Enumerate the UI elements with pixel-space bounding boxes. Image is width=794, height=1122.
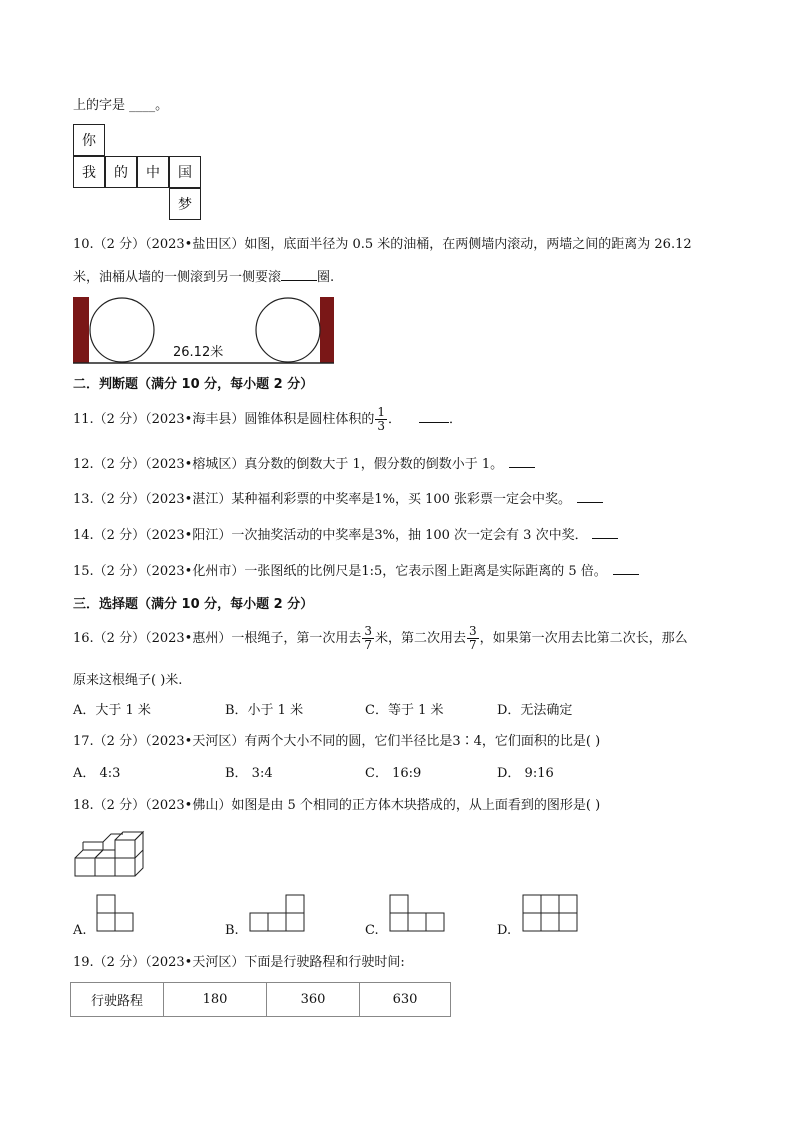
q10-line2 — [73, 268, 334, 287]
q10-line1: 10.（2 分）（2023•盐田区）如图，底面半径为 0.5 米的油桶，在两侧墙内滚动，两墙之间的距离为 26.12 — [73, 237, 692, 252]
q11-period: ． — [449, 412, 463, 427]
right-wall — [320, 297, 334, 363]
cube-stack-figure — [74, 828, 146, 878]
q14-text: 14.（2 分）（2023•阳江）一次抽奖活动的中奖率是3%，抽 100 次一定会有 3 次中奖． — [73, 528, 588, 543]
net-cell: 中 — [137, 156, 169, 188]
right-drum — [256, 298, 320, 362]
q11-text: 11.（2 分）（2023•海丰县）圆锥体积是圆柱体积的 — [73, 412, 375, 427]
left-drum — [90, 298, 154, 362]
q10-line2-post: 圈. — [317, 270, 335, 285]
numerator: 3 — [364, 624, 372, 638]
q12-text: 12.（2 分）（2023•榕城区）真分数的倒数大于 1，假分数的倒数小于 1。 — [73, 457, 504, 472]
q16-text-3: ，如果第一次用去比第二次长，那么 — [479, 631, 688, 646]
numerator: 1 — [377, 405, 385, 419]
numerator: 3 — [469, 624, 477, 638]
q18-option-b[interactable]: B. — [225, 923, 239, 938]
fraction — [467, 625, 479, 652]
q13-text: 13.（2 分）（2023•湛江）某种福利彩票的中奖率是1%，买 100 张彩票一定会中奖。 — [73, 492, 572, 507]
section-3-title: 三．选择题（满分 10 分，每小题 2 分） — [73, 597, 314, 612]
denominator: 7 — [469, 638, 477, 652]
q18-option-d[interactable]: D. — [497, 923, 512, 938]
net-cell: 我 — [73, 156, 105, 188]
q16-text: 16.（2 分）（2023•惠州）一根绳子，第一次用去 — [73, 631, 362, 646]
answer-blank — [281, 268, 317, 281]
denominator: 7 — [364, 638, 372, 652]
answer-blank — [577, 490, 603, 503]
option-c-figure[interactable] — [389, 894, 447, 932]
option-b-figure[interactable] — [249, 894, 307, 932]
q17-option-d[interactable]: D． 9:16 — [497, 766, 554, 781]
q18-option-a[interactable]: A. — [73, 923, 87, 938]
q15-text: 15.（2 分）（2023•化州市）一张图纸的比例尺是1:5，它表示图上距离是实际距离的 5 倍。 — [73, 564, 607, 579]
q10-line2-pre: 米，油桶从墙的一侧滚到另一侧要滚 — [73, 270, 282, 285]
q16-line1 — [73, 624, 688, 654]
q9-tail: 上的字是 ____。 — [73, 98, 169, 113]
q16-option-a[interactable]: A．大于 1 米 — [73, 703, 151, 718]
table-cell: 180 — [164, 983, 267, 1017]
q11-end: ． — [387, 412, 401, 427]
fraction — [362, 625, 374, 652]
denominator: 3 — [377, 419, 385, 433]
section-2-title: 二．判断题（满分 10 分，每小题 2 分） — [73, 377, 314, 392]
q17-text: 17.（2 分）（2023•天河区）有两个大小不同的圆，它们半径比是3∶4，它们面积的比是( ) — [73, 734, 601, 749]
q13 — [73, 490, 603, 509]
answer-blank — [592, 526, 618, 539]
net-cell: 国 — [169, 156, 201, 188]
figure-distance-label: 26.12米 — [173, 345, 224, 360]
table-row — [71, 983, 451, 1017]
q16-option-b[interactable]: B．小于 1 米 — [225, 703, 304, 718]
answer-blank — [613, 562, 639, 575]
q15 — [73, 562, 639, 581]
answer-blank — [419, 410, 449, 423]
q16-line2: 原来这根绳子( )米. — [73, 673, 183, 688]
q16-option-d[interactable]: D．无法确定 — [497, 703, 573, 718]
table-header-cell: 行驶路程 — [71, 983, 164, 1017]
fraction — [375, 406, 387, 433]
option-a-figure[interactable] — [96, 894, 136, 932]
q16-text-2: 米，第二次用去 — [374, 631, 466, 646]
net-cell: 你 — [73, 124, 105, 156]
q16-option-c[interactable]: C．等于 1 米 — [365, 703, 444, 718]
net-cell: 梦 — [169, 188, 201, 220]
table-cell: 360 — [267, 983, 360, 1017]
q14 — [73, 526, 618, 545]
left-wall — [73, 297, 89, 363]
q17-option-b[interactable]: B． 3:4 — [225, 766, 273, 781]
q17-option-a[interactable]: A． 4:3 — [73, 766, 121, 781]
answer-blank — [509, 455, 535, 468]
option-d-figure[interactable] — [522, 894, 580, 932]
q18-option-c[interactable]: C. — [365, 923, 379, 938]
q12 — [73, 455, 535, 474]
q19-text: 19.（2 分）（2023•天河区）下面是行驶路程和行驶时间: — [73, 955, 405, 970]
q18-text: 18.（2 分）（2023•佛山）如图是由 5 个相同的正方体木块搭成的，从上面看到的图形是( ) — [73, 798, 601, 813]
distance-table — [70, 982, 451, 1017]
q17-option-c[interactable]: C． 16:9 — [365, 766, 422, 781]
q11 — [73, 405, 462, 435]
net-cell: 的 — [105, 156, 137, 188]
table-cell: 630 — [360, 983, 451, 1017]
